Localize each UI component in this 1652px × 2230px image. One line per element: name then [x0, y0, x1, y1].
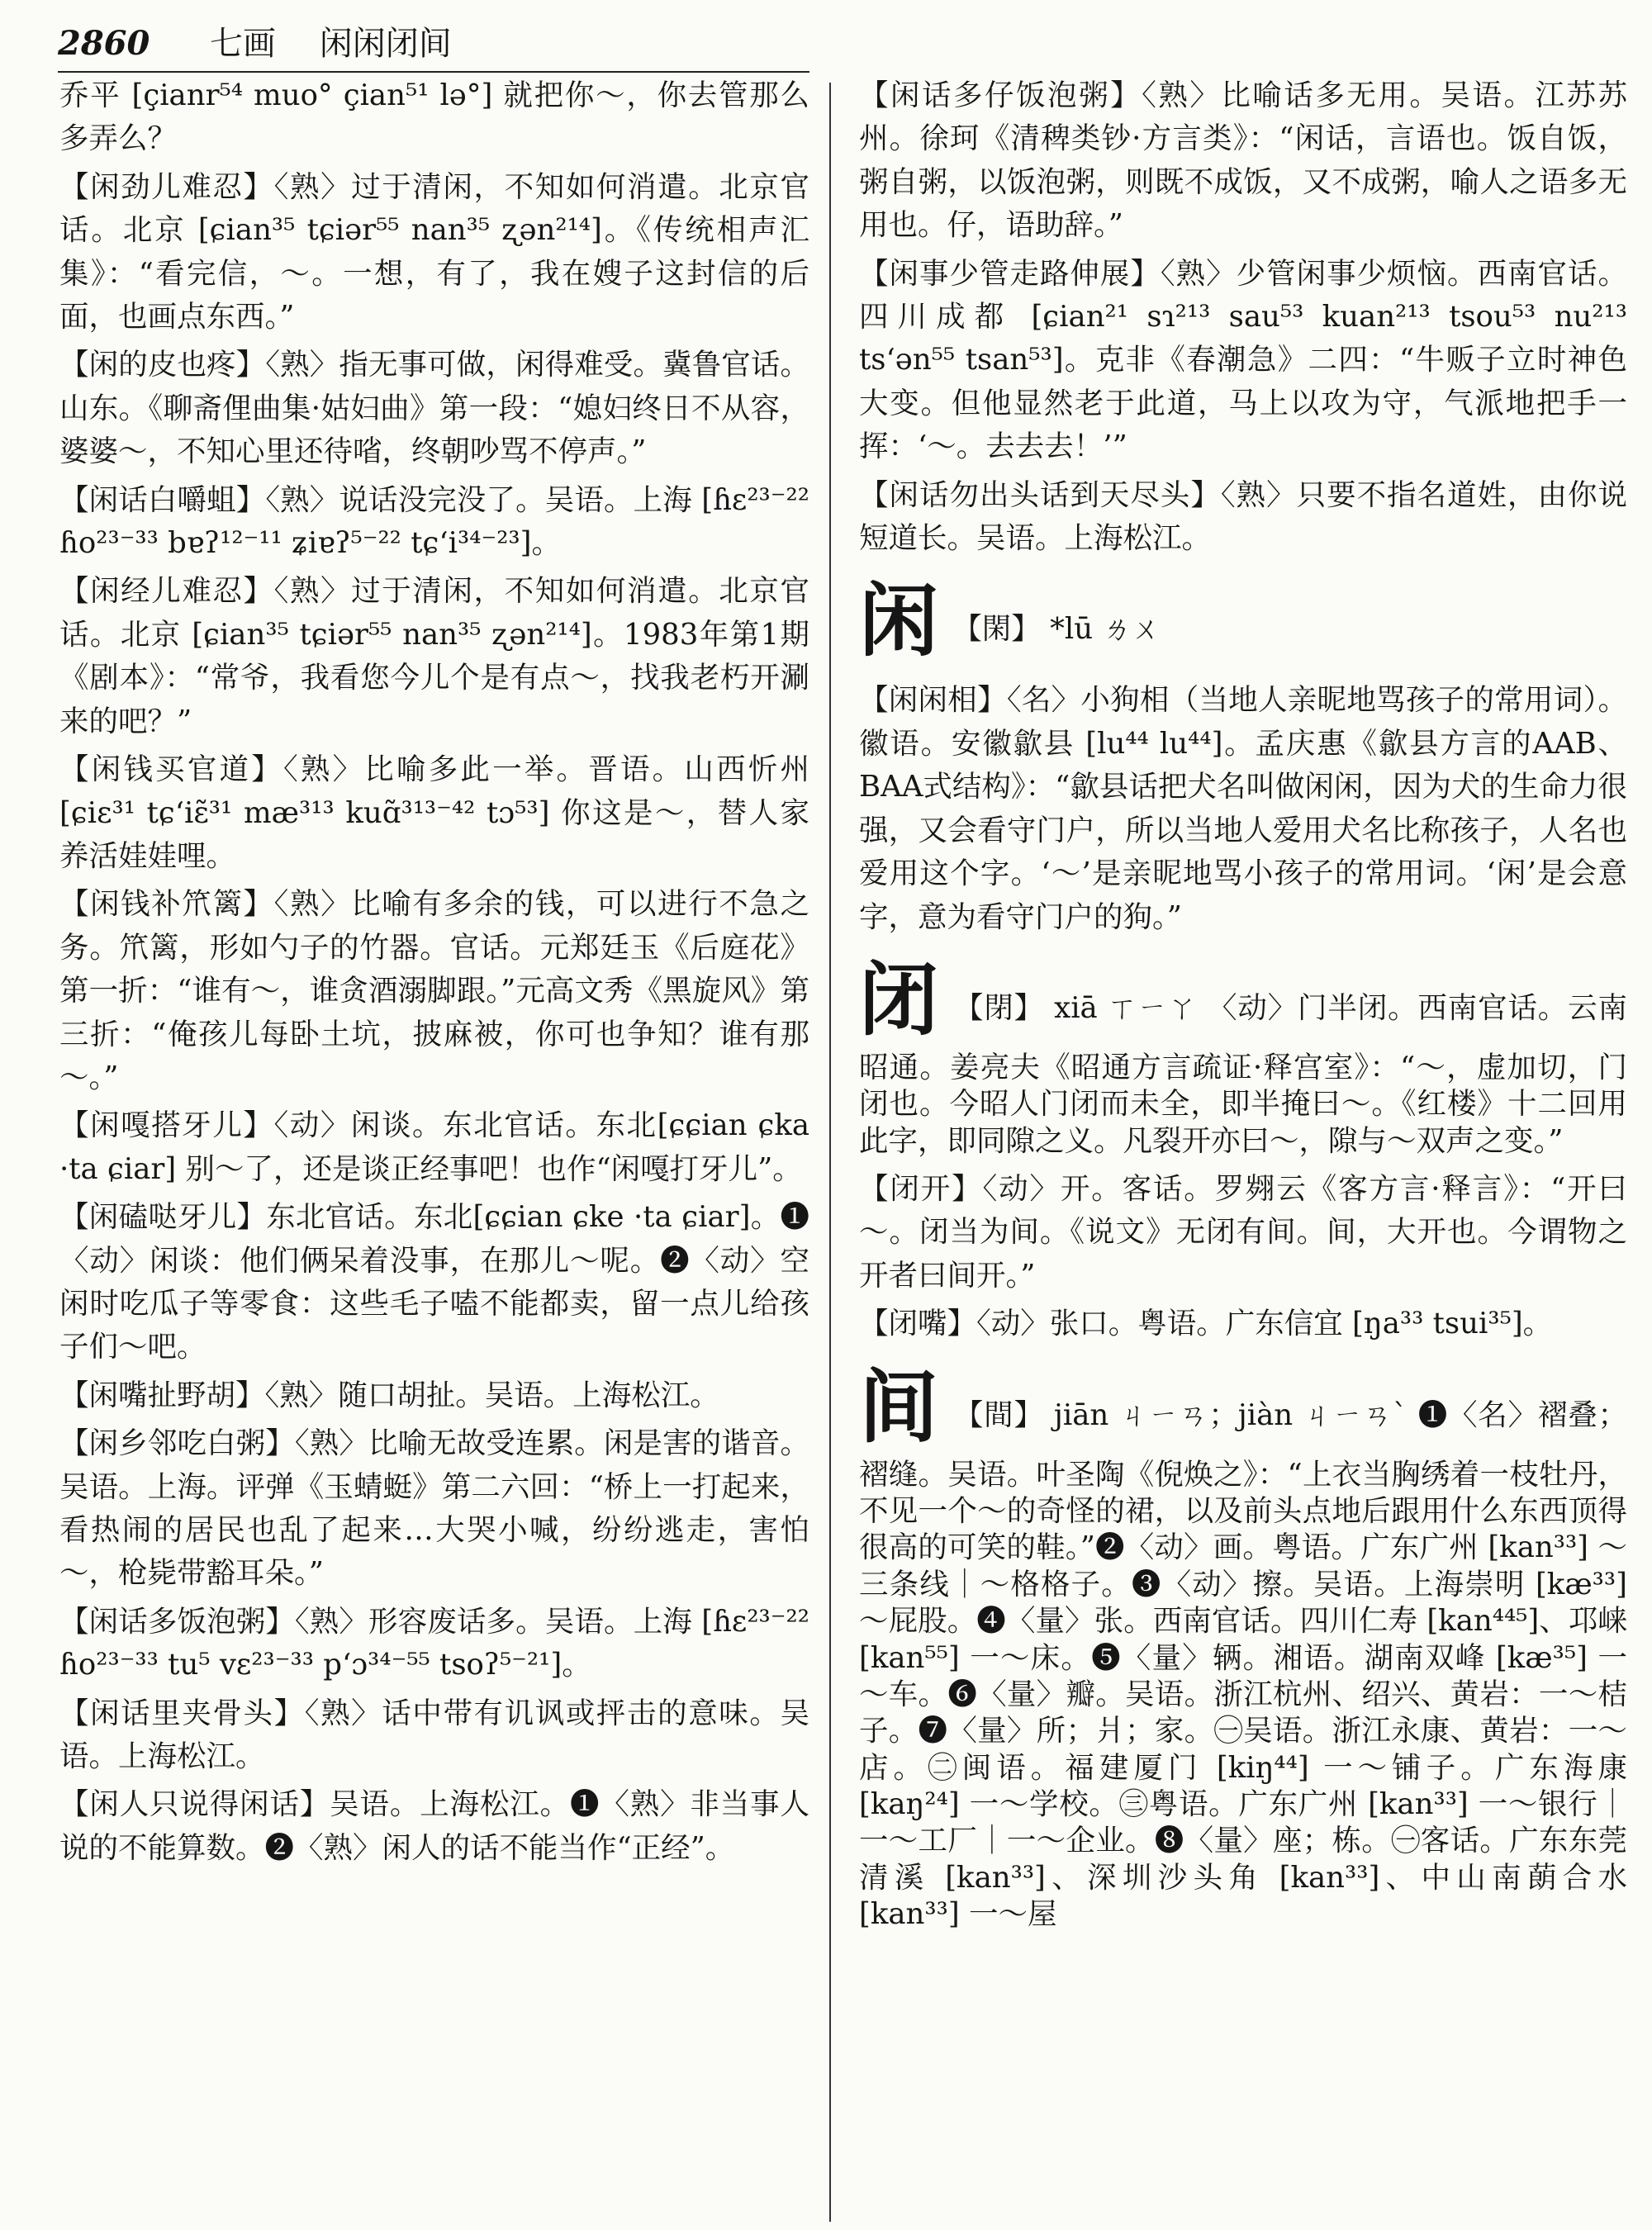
entry: 【闲乡邻吃白粥】〈熟〉比喻无故受连累。闲是害的谐音。吴语。上海。评弹《玉蜻蜓》第二六回：“桥上一打起来，看热闹的居民也乱了起来…大哭小喊，纷纷逃走，害怕～，枪毙带豁耳朵。”: [59, 1426, 809, 1591]
traditional-form: 【間】: [953, 1397, 1044, 1432]
entry: 【闲劲儿难忍】〈熟〉过于清闲，不知如何消遣。北京官话。北京 [ɕian³⁵ tɕiər⁵⁵ nan³⁵ ʐən²¹⁴]。《传统相声汇集》：“看完信，～。一想，有了，我在嫂子这封信的后面，也画点东西。”: [59, 169, 809, 334]
left-column: [59, 74, 809, 2213]
entry: 【闲经儿难忍】〈熟〉过于清闲，不知如何消遣。北京官话。北京 [ɕian³⁵ tɕiər⁵⁵ nan³⁵ ʐən²¹⁴]。1983年第1期《剧本》：“常爷，我看您今儿个是有点～，找我老朽开涮来的吧？”: [59, 574, 809, 738]
head-char-entry-lou: [859, 572, 1627, 671]
entry: 【闲嘎搭牙儿】〈动〉闲谈。东北官话。东北[ɕɕian ɕka ·ta ɕiar] 别～了，还是谈正经事吧！也作“闲嘎打牙儿”。: [59, 1108, 809, 1186]
entry: 【闲话多仔饭泡粥】〈熟〉比喻话多无用。吴语。江苏苏州。徐珂《清稗类钞·方言类》：“闲话，言语也。饭自饭，粥自粥，以饭泡粥，则既不成饭，又不成粥，喻人之语多无用也。仔，语助辞。”: [859, 78, 1627, 243]
entry: 【闲话里夹骨头】〈熟〉话中带有讥讽或抨击的意味。吴语。上海松江。: [59, 1696, 809, 1774]
head-character: 间: [859, 1359, 939, 1454]
entry: 【闲闲相】〈名〉小狗相（当地人亲昵地骂孩子的常用词）。徽语。安徽歙县 [lu⁴⁴ lu⁴⁴]。孟庆惠《歙县方言的AAB、BAA式结构》：“歙县话把犬名叫做闲闲，因为犬的生命力很强，又会看守门户，所以当地人爱用犬名比称孩子，人名也爱用这个字。‘～’是亲昵地骂小孩子的常用词。‘闲’是会意字，意为看守门户的狗。”: [859, 683, 1627, 934]
entry-range: 闲闲闭间: [319, 25, 452, 63]
head-char-entry-jian: [859, 1358, 1627, 1933]
entry: 【闲的皮也疼】〈熟〉指无事可做，闲得难受。冀鲁官话。山东。《聊斋俚曲集·姑妇曲》第一段：“媳妇终日不从容，婆婆～，不知心里还待㗂，终朝吵骂不停声。”: [59, 348, 809, 469]
entry: 【闲钱买官道】〈熟〉比喻多此一举。晋语。山西忻州 [ɕiɛ³¹ tɕʻiɛ̃³¹ mæ³¹³ kuɑ̃³¹³⁻⁴² tɔ⁵³] 你这是～，替人家养活娃娃哩。: [59, 752, 809, 873]
right-column: [859, 74, 1627, 2213]
entry: 【闲人只说得闲话】吴语。上海松江。❶〈熟〉非当事人说的不能算数。❷〈熟〉闲人的话不能当作“正经”。: [59, 1787, 809, 1865]
entry: 【闲磕哒牙儿】东北官话。东北[ɕɕian ɕke ·ta ɕiar]。❶〈动〉闲谈：他们俩呆着没事，在那儿～呢。❷〈动〉空闲时吃瓜子等零食：这些毛子嗑不能都卖，留一点儿给孩子们～吧。: [59, 1200, 809, 1364]
traditional-form: 【閉】: [953, 990, 1045, 1025]
page-header: [58, 18, 1627, 69]
entry: 【闲话多饭泡粥】〈熟〉形容废话多。吴语。上海 [ɦɛ²³⁻²² ɦo²³⁻³³ tu⁵ vɛ²³⁻³³ pʻɔ³⁴⁻⁵⁵ tsoʔ⁵⁻²¹]。: [59, 1604, 809, 1682]
entry: 【闲事少管走路伸展】〈熟〉少管闲事少烦恼。西南官话。四川成都 [ɕian²¹ sɿ²¹³ sau⁵³ kuan²¹³ tsou⁵³ nu²¹³ tsʻən⁵⁵ tsan⁵³]。克非《春潮急》二四：“牛贩子立时神色大变。但他显然老于此道，马上以攻为守，气派地把手一挥：‘～。去去去！’”: [859, 256, 1627, 464]
pronunciation: jiān ㄐㄧㄢ；jiàn ㄐㄧㄢˋ: [1053, 1397, 1408, 1432]
entry: 【闭嘴】〈动〉张口。粤语。广东信宜 [ŋa³³ tsui³⁵]。: [859, 1307, 1553, 1341]
pronunciation: xiā ㄒㄧㄚ: [1054, 990, 1198, 1025]
head-character: 闭: [859, 952, 939, 1046]
entry: 【闲钱补笊篱】〈熟〉比喻有多余的钱，可以进行不急之务。笊篱，形如勺子的竹器。官话。元郑廷玉《后庭花》第一折：“谁有～，谁贪酒溺脚跟。”元高文秀《黑旋风》第三折：“俺孩儿每卧土坑，披麻被，你可也争知？谁有那～。”: [59, 887, 809, 1094]
head-character: 闲: [859, 574, 938, 668]
column-divider: [829, 83, 831, 2222]
entry: 【闭开】〈动〉开。客话。罗翙云《客方言·释言》：“开曰～。闭当为间。《说文》无闭有间。间，大开也。今谓物之开者曰间开。”: [859, 1172, 1627, 1293]
header-rule: [58, 71, 809, 73]
head-char-entry-xia: [859, 951, 1627, 1160]
entry: 【闲话白嚼蛆】〈熟〉说话没完没了。吴语。上海 [ɦɛ²³⁻²² ɦo²³⁻³³ bɐʔ¹²⁻¹¹ ʑiɐʔ⁵⁻²² tɕʻi³⁴⁻²³]。: [59, 482, 809, 561]
page-number: 2860: [58, 24, 150, 63]
entry: 【闲嘴扯野胡】〈熟〉随口胡扯。吴语。上海松江。: [59, 1378, 719, 1412]
section-label: 七画: [210, 25, 277, 63]
definition: 〈动〉门半闭。西南官话。云南昭通。姜亮夫《昭通方言疏证·释宫室》：“～，虚加切，门闭也。今昭人门闭而未全，即半掩曰～。《红楼》十二回用此字，即同隙之义。凡裂开亦曰～，隙与～双声之变。”: [859, 990, 1627, 1158]
entry: 【闲话勿出头话到天尽头】〈熟〉只要不指名道姓，由你说短道长。吴语。上海松江。: [859, 477, 1627, 556]
traditional-form: 【閑】: [952, 612, 1041, 647]
entry-continued: 乔平 [çianr⁵⁴ muo° çian⁵¹ lə°] 就把你～，你去管那么多弄么？: [59, 78, 809, 156]
definition: ❶〈名〉褶叠；褶缝。吴语。叶圣陶《倪焕之》：“上衣当胸绣着一枝牡丹，不见一个～的奇怪的裙，以及前头点地后跟用什么东西顶得很高的可笑的鞋。”❷〈动〉画。粤语。广东广州 [kan³³] ～三条线｜～格格子。❸〈动〉擦。吴语。上海崇明 [kæ³³] ～屁股。❹〈量〉张。西南官话。四川仁寿 [kan⁴⁴⁵]、邛崃 [kan⁵⁵] 一～床。❺〈量〉辆。湘语。湖南双峰 [kæ³⁵] 一～车。❻〈量〉瓣。吴语。浙江杭州、绍兴、黄岩：一～桔子。❼〈量〉所；爿；家。㊀吴语。浙江永康、黄岩：一～店。㊁闽语。福建厦门 [kiŋ⁴⁴] 一～铺子。广东海康 [kaŋ²⁴] 一～学校。㊂粤语。广东广州 [kan³³] 一～银行｜一～工厂｜一～企业。❽〈量〉座；栋。㊀客话。广东东莞清溪 [kan³³]、深圳沙头角 [kan³³]、中山南蓢合水 [kan³³] 一～屋: [859, 1397, 1627, 1932]
pronunciation: *lū ㄌㄨ: [1050, 612, 1161, 647]
